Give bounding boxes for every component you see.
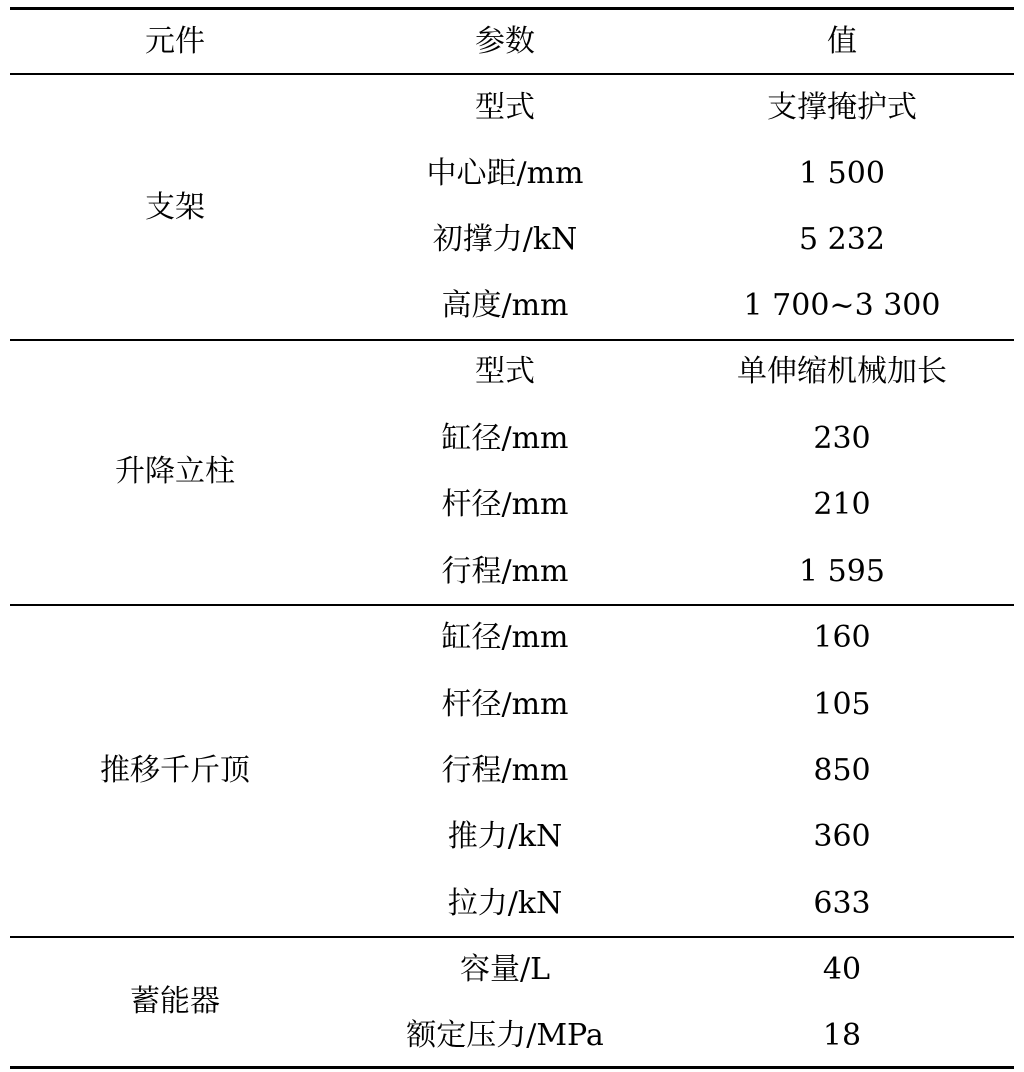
group-component-label: 支架 [145,190,205,225]
group-divider-rule [10,339,1014,341]
param-cell: 拉力/kN [447,886,563,921]
param-cell: 行程/mm [441,554,569,589]
table-bottom-rule [10,1066,1014,1069]
param-cell: 行程/mm [441,753,569,788]
group-divider-rule [10,604,1014,606]
group-divider-rule [10,936,1014,938]
value-cell: 210 [813,487,871,522]
param-cell: 杆径/mm [441,687,569,722]
value-cell: 40 [822,952,862,987]
value-cell: 105 [813,687,871,722]
group-component-label: 推移千斤顶 [100,753,250,788]
param-cell: 额定压力/MPa [406,1018,604,1053]
value-cell: 230 [813,421,871,456]
table-top-rule [10,7,1014,10]
value-cell: 360 [813,819,871,854]
param-cell: 缸径/mm [441,620,569,655]
header-parameter: 参数 [475,24,535,59]
group-component-label: 升降立柱 [115,454,235,489]
param-cell: 推力/kN [447,819,563,854]
value-cell: 1 700~3 300 [743,288,941,323]
param-cell: 中心距/mm [426,156,584,191]
param-cell: 型式 [475,354,535,389]
value-cell: 850 [813,753,871,788]
value-cell: 1 500 [799,156,885,191]
value-cell: 单伸缩机械加长 [737,354,947,389]
param-cell: 初撑力/kN [432,222,578,257]
param-cell: 高度/mm [441,288,569,323]
value-cell: 633 [813,886,871,921]
value-cell: 160 [813,620,871,655]
header-rule [10,73,1014,75]
param-cell: 容量/L [459,952,551,987]
group-component-label: 蓄能器 [130,984,220,1019]
param-cell: 杆径/mm [441,487,569,522]
value-cell: 支撑掩护式 [767,90,917,125]
header-component: 元件 [145,24,205,59]
param-cell: 缸径/mm [441,421,569,456]
header-value: 值 [827,24,857,59]
param-cell: 型式 [475,90,535,125]
value-cell: 18 [822,1018,862,1053]
value-cell: 5 232 [799,222,885,257]
value-cell: 1 595 [799,554,885,589]
